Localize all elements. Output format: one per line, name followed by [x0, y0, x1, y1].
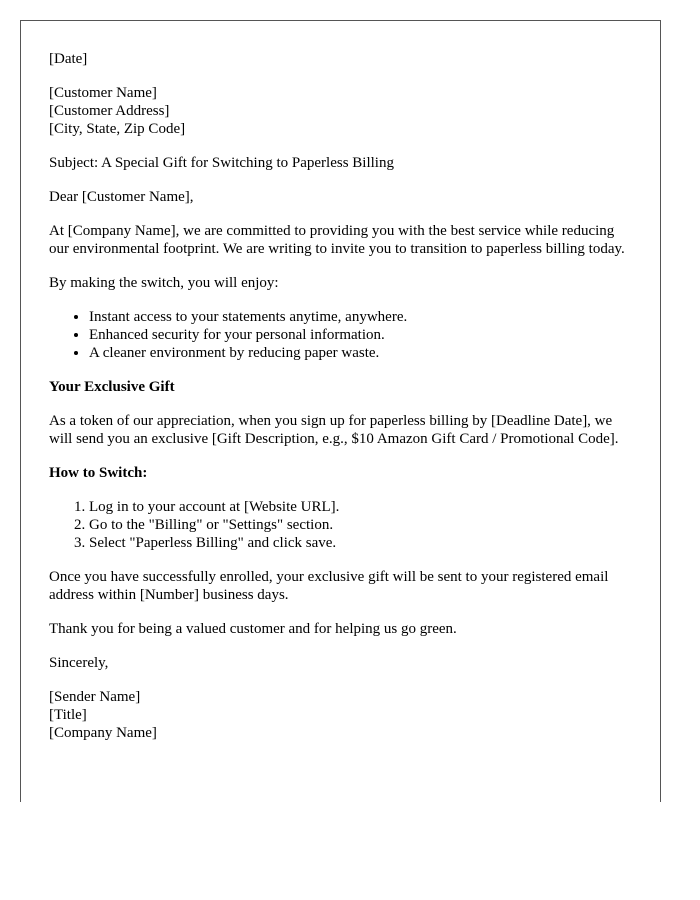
sender-name: [Sender Name] [49, 689, 141, 705]
salutation: Dear [Customer Name], [49, 189, 194, 205]
letter-page [20, 20, 661, 802]
list-item: 2. Go to the "Billing" or "Settings" section. [89, 516, 632, 534]
switch-heading: How to Switch: [49, 465, 148, 481]
gift-heading: Your Exclusive Gift [49, 379, 175, 395]
closing: Sincerely, [49, 655, 109, 671]
signature-block [49, 688, 632, 742]
benefits-list [49, 308, 632, 362]
enrollment-paragraph: Once you have successfully enrolled, your exclusive gift will be sent to your registered email address within [Number] business days. [49, 569, 609, 603]
recipient-address-block [49, 84, 632, 138]
list-item: 1. Log in to your account at [Website URL]. [89, 498, 632, 516]
list-item: • A cleaner environment by reducing paper waste. [89, 344, 632, 362]
recipient-name: [Customer Name] [49, 85, 157, 101]
letter-date: [Date] [49, 51, 88, 67]
steps-list [49, 498, 632, 552]
recipient-address: [Customer Address] [49, 103, 170, 119]
intro-paragraph: At [Company Name], we are committed to providing you with the best service while reducing our environmental footprint. We are writing to invite you to transition to paperless billing today. [49, 223, 625, 257]
sender-title: [Title] [49, 707, 87, 723]
recipient-city-state-zip: [City, State, Zip Code] [49, 121, 186, 137]
list-item: • Enhanced security for your personal information. [89, 326, 632, 344]
gift-paragraph: As a token of our appreciation, when you sign up for paperless billing by [Deadline Date], we will send you an exclusive [Gift Description, e.g., $10 Amazon Gift Card / Promotional Code]. [49, 413, 619, 447]
thanks-paragraph: Thank you for being a valued customer and for helping us go green. [49, 621, 457, 637]
benefits-intro: By making the switch, you will enjoy: [49, 275, 279, 291]
sender-company: [Company Name] [49, 725, 157, 741]
list-item: 3. Select "Paperless Billing" and click save. [89, 534, 632, 552]
list-item: • Instant access to your statements anytime, anywhere. [89, 308, 632, 326]
subject-line: Subject: A Special Gift for Switching to Paperless Billing [49, 155, 394, 171]
